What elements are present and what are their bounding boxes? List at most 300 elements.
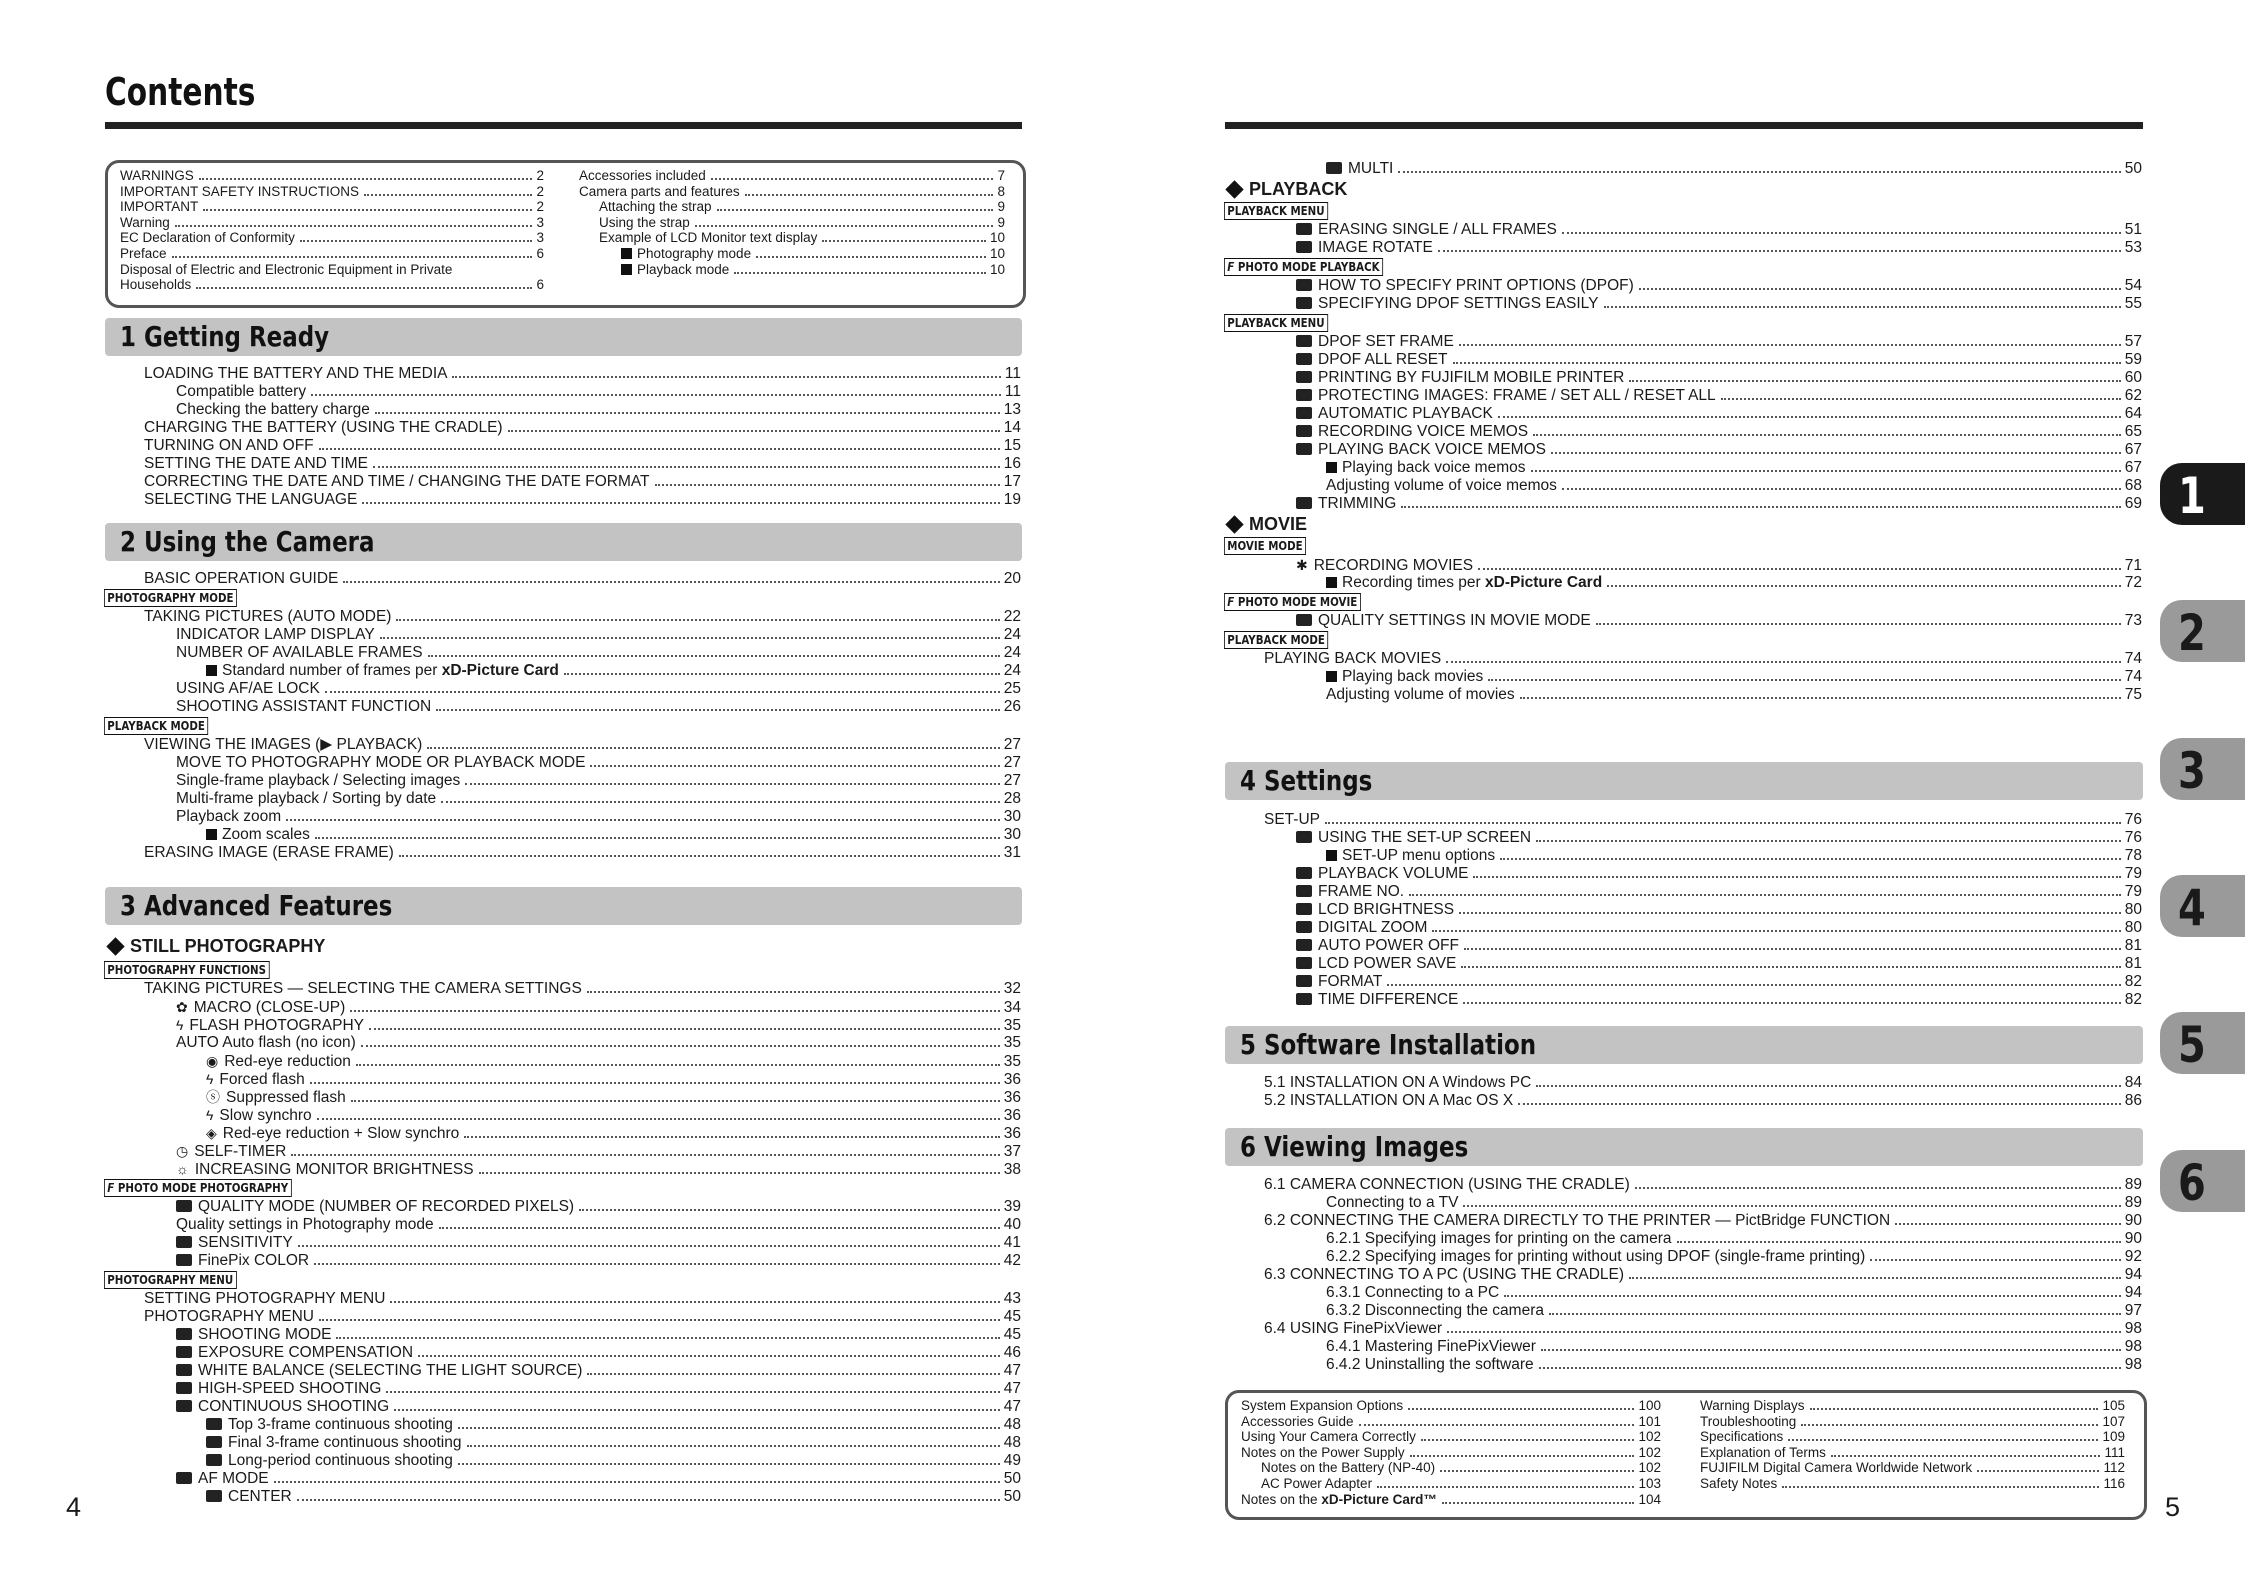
leader-dots (1562, 232, 2121, 234)
menu-icon (1296, 885, 1312, 897)
mode-tag: PHOTOGRAPHY MODE (104, 589, 237, 607)
chapter-tab-6[interactable] (2160, 1150, 2245, 1212)
leader-dots (711, 178, 994, 180)
toc-entry[interactable] (1264, 973, 2142, 991)
menu-icon (206, 1418, 222, 1430)
toc-entry-label: PLAYBACK VOLUME (1318, 865, 1469, 882)
toc-entry[interactable] (120, 262, 544, 278)
toc-entry-page: 47 (1003, 1362, 1021, 1379)
leader-dots (364, 194, 532, 196)
toc-entry[interactable] (1241, 1460, 1661, 1476)
toc-entry[interactable] (1241, 1445, 1661, 1461)
toc-entry-label: Single-frame playback / Selecting images (176, 772, 461, 789)
toc-entry[interactable] (144, 1452, 1021, 1470)
diamond-icon (1225, 515, 1243, 533)
toc-entry[interactable] (1264, 955, 2142, 973)
leader-dots (1604, 306, 2121, 308)
toc-entry-label: DIGITAL ZOOM (1318, 919, 1428, 936)
chapter-4-bar (1225, 762, 2143, 800)
toc-entry-page: 9 (997, 214, 1005, 230)
toc-entry[interactable] (120, 168, 544, 184)
toc-entry[interactable] (1264, 919, 2142, 937)
toc-entry[interactable] (144, 680, 1021, 698)
toc-entry[interactable] (1264, 387, 2142, 405)
mode-tag: PLAYBACK MODE (104, 717, 208, 735)
section-label: STILL PHOTOGRAPHY (130, 936, 326, 956)
toc-entry-label: 6.1 CAMERA CONNECTION (USING THE CRADLE) (1264, 1176, 1630, 1193)
menu-icon (176, 1400, 192, 1412)
toc-entry[interactable] (144, 1216, 1021, 1234)
toc-entry-page: 89 (2124, 1176, 2142, 1193)
toc-entry[interactable] (1700, 1476, 2125, 1492)
toc-entry-page: 54 (2124, 277, 2142, 294)
toc-entry-label: Attaching the strap (599, 199, 712, 215)
toc-entry[interactable] (1264, 1266, 2142, 1284)
toc-entry[interactable] (144, 419, 1021, 437)
toc-entry-page: 76 (2124, 811, 2142, 828)
bullet-square-icon (621, 264, 632, 275)
toc-entry[interactable] (1264, 574, 2142, 592)
toc-entry[interactable] (1264, 686, 2142, 704)
toc-entry-page: 53 (2124, 239, 2142, 256)
toc-entry-label: Photography mode (637, 245, 752, 261)
bullet-square-icon (1326, 850, 1337, 861)
toc-entry[interactable] (1264, 1356, 2142, 1374)
toc-entry[interactable] (1264, 901, 2142, 919)
leader-dots (1520, 697, 2121, 699)
leader-dots (1500, 858, 2121, 860)
toc-entry-page: 57 (2124, 333, 2142, 350)
bullet-square-icon (1326, 462, 1337, 473)
toc-entry[interactable] (144, 1052, 1021, 1070)
leader-dots (822, 240, 986, 242)
chapter-2-title: 2 Using the Camera (120, 525, 375, 558)
toc-entry-page: 27 (1003, 772, 1021, 789)
toc-entry-label: Playback mode (637, 261, 730, 277)
toc-entry-label: Notes on the Power Supply (1241, 1444, 1405, 1460)
toc-entry[interactable] (144, 1308, 1021, 1326)
toc-entry-page: 47 (1003, 1380, 1021, 1397)
toc-entry[interactable] (144, 1160, 1021, 1178)
toc-entry[interactable] (144, 1106, 1021, 1124)
toc-entry[interactable] (1264, 459, 2142, 477)
leader-dots (1442, 1502, 1635, 1504)
toc-entry[interactable] (144, 754, 1021, 772)
toc-entry-label: TAKING PICTURES (AUTO MODE) (144, 608, 392, 625)
toc-entry[interactable] (144, 570, 1021, 588)
toc-entry[interactable] (144, 401, 1021, 419)
toc-entry-label: Example of LCD Monitor text display (599, 230, 818, 246)
toc-entry-page: 24 (1003, 626, 1021, 643)
toc-entry[interactable] (1700, 1398, 2125, 1414)
toc-entry-page: 76 (2124, 829, 2142, 846)
toc-entry-label: AUTO Auto flash (no icon) (176, 1034, 356, 1051)
toc-entry[interactable] (144, 1380, 1021, 1398)
leader-dots (1421, 1439, 1635, 1441)
toc-entry[interactable] (1264, 1302, 2142, 1320)
toc-entry[interactable] (1264, 937, 2142, 955)
toc-entry-page: 31 (1003, 844, 1021, 861)
toc-entry-label: Troubleshooting (1700, 1413, 1797, 1429)
toc-entry[interactable] (144, 473, 1021, 491)
toc-entry-label: PHOTOGRAPHY MENU (144, 1308, 314, 1325)
toc-entry-page: 6 (536, 245, 544, 261)
mode-tag-row (1224, 257, 2142, 277)
mode-tag: 𝙁 PHOTO MODE PHOTOGRAPHY (104, 1179, 291, 1197)
toc-entry[interactable] (579, 168, 1005, 184)
leader-dots (361, 1045, 1000, 1047)
toc-entry[interactable] (144, 1344, 1021, 1362)
toc-entry-label: Warning (120, 214, 170, 230)
toc-entry-page: 46 (1003, 1344, 1021, 1361)
leader-dots (356, 1064, 1000, 1066)
toc-entry[interactable] (144, 1234, 1021, 1252)
toc-entry-label: CORRECTING THE DATE AND TIME / CHANGING THE DATE FORMAT (144, 473, 650, 490)
toc-entry[interactable] (1264, 1230, 2142, 1248)
mode-symbol-icon: ⓢ (206, 1089, 220, 1105)
leader-dots (1473, 876, 2120, 878)
leader-dots (1596, 623, 2121, 625)
toc-entry[interactable] (1264, 865, 2142, 883)
toc-entry[interactable] (579, 230, 1005, 246)
toc-entry[interactable] (1264, 495, 2142, 513)
leader-dots (199, 178, 533, 180)
toc-entry-page: 48 (1003, 1434, 1021, 1451)
toc-entry-page: 45 (1003, 1308, 1021, 1325)
toc-entry[interactable] (1264, 477, 2142, 495)
toc-entry[interactable] (120, 215, 544, 231)
toc-entry[interactable] (120, 199, 544, 215)
toc-entry[interactable] (144, 437, 1021, 455)
chapter-2-list (107, 570, 1021, 862)
menu-icon (1296, 831, 1312, 843)
toc-entry[interactable] (144, 383, 1021, 401)
leader-dots (1977, 1470, 2099, 1472)
toc-entry-page: 112 (2103, 1460, 2125, 1476)
toc-entry-label: Final 3-frame continuous shooting (228, 1434, 462, 1451)
toc-entry[interactable] (1264, 1194, 2142, 1212)
toc-entry-label: TIME DIFFERENCE (1318, 991, 1459, 1008)
toc-entry-page: 103 (1638, 1475, 1661, 1491)
toc-entry[interactable] (1264, 991, 2142, 1009)
leader-dots (452, 376, 1000, 378)
toc-entry-label: SELF-TIMER (194, 1143, 287, 1160)
toc-entry[interactable] (144, 1416, 1021, 1434)
toc-entry-label: WHITE BALANCE (SELECTING THE LIGHT SOURCE) (198, 1362, 583, 1379)
toc-entry-page: 49 (1003, 1452, 1021, 1469)
toc-entry[interactable] (144, 1034, 1021, 1052)
toc-entry[interactable] (1264, 441, 2142, 459)
toc-entry-label: MULTI (1348, 160, 1394, 177)
chapter-tab-label: 6 (2178, 1154, 2206, 1212)
toc-entry[interactable] (1264, 160, 2142, 178)
toc-entry[interactable] (1241, 1476, 1661, 1492)
toc-entry-page: 80 (2124, 901, 2142, 918)
mode-symbol-icon: ◉ (206, 1053, 219, 1069)
toc-entry[interactable] (1264, 1092, 2142, 1110)
toc-entry-label: Forced flash (219, 1071, 305, 1088)
chapter-1-list (144, 365, 1021, 509)
chapter-tab-5[interactable] (2160, 1012, 2245, 1074)
leader-dots (298, 1245, 1000, 1247)
toc-entry[interactable] (579, 184, 1005, 200)
leader-dots (291, 1154, 999, 1156)
toc-entry[interactable] (1264, 423, 2142, 441)
toc-entry[interactable] (144, 1198, 1021, 1216)
toc-entry-label: Accessories included (579, 168, 706, 183)
mode-tag: PLAYBACK MENU (1224, 202, 1328, 220)
toc-entry-label: Safety Notes (1700, 1475, 1778, 1491)
back-matter-left (1241, 1398, 1661, 1507)
toc-entry[interactable] (144, 1326, 1021, 1344)
toc-entry[interactable] (144, 1362, 1021, 1380)
page-number-left: 4 (66, 1492, 82, 1522)
toc-entry-label: CHARGING THE BATTERY (USING THE CRADLE) (144, 419, 503, 436)
leader-dots (1408, 1408, 1634, 1410)
toc-entry-label: 6.2.2 Specifying images for printing without using DPOF (single-frame printing) (1326, 1248, 1866, 1265)
leader-dots (399, 855, 1000, 857)
toc-entry[interactable] (144, 736, 1021, 754)
toc-entry-page: 84 (2124, 1074, 2142, 1091)
leader-dots (1629, 1277, 2121, 1279)
toc-entry[interactable] (1700, 1445, 2125, 1461)
chapter-tab-3[interactable] (2160, 738, 2245, 800)
toc-entry[interactable] (144, 790, 1021, 808)
toc-entry[interactable] (120, 246, 544, 262)
toc-entry[interactable] (144, 644, 1021, 662)
toc-entry-page: 13 (1003, 401, 1021, 418)
toc-entry[interactable] (1264, 277, 2142, 295)
toc-entry[interactable] (1700, 1460, 2125, 1476)
toc-entry-label: SHOOTING ASSISTANT FUNCTION (176, 698, 432, 715)
toc-entry[interactable] (1264, 351, 2142, 369)
toc-entry-page: 2 (536, 199, 544, 215)
toc-entry[interactable] (144, 808, 1021, 826)
toc-entry-label: Accessories Guide (1241, 1413, 1354, 1429)
toc-entry-page: 10 (989, 230, 1005, 246)
toc-entry-page: 30 (1003, 808, 1021, 825)
toc-entry[interactable] (1264, 811, 2142, 829)
toc-entry[interactable] (144, 1142, 1021, 1160)
leader-dots (1629, 380, 2120, 382)
toc-entry[interactable] (144, 844, 1021, 862)
chapter-4-list (1264, 811, 2142, 1009)
toc-entry[interactable] (1264, 1176, 2142, 1194)
toc-entry-label: System Expansion Options (1241, 1398, 1404, 1413)
toc-entry[interactable] (1264, 1248, 2142, 1266)
toc-entry[interactable] (1264, 239, 2142, 257)
toc-entry[interactable] (1264, 1212, 2142, 1230)
toc-entry[interactable] (579, 215, 1005, 231)
leader-dots (745, 194, 994, 196)
toc-entry[interactable] (120, 277, 544, 293)
toc-entry[interactable] (579, 262, 1005, 278)
toc-entry-page: 102 (1638, 1444, 1661, 1460)
toc-entry[interactable] (1264, 333, 2142, 351)
toc-entry-label: AF MODE (198, 1470, 269, 1487)
toc-entry-page: 50 (1003, 1470, 1021, 1487)
toc-entry[interactable] (1264, 295, 2142, 313)
toc-entry[interactable] (144, 608, 1021, 626)
toc-entry[interactable] (1264, 883, 2142, 901)
toc-entry[interactable] (144, 1488, 1021, 1506)
toc-entry-label: QUALITY SETTINGS IN MOVIE MODE (1318, 612, 1591, 629)
toc-entry[interactable] (1700, 1429, 2125, 1445)
leader-dots (1539, 1367, 2121, 1369)
toc-entry-page: 15 (1003, 437, 1021, 454)
leader-dots (362, 502, 999, 504)
toc-entry[interactable] (144, 772, 1021, 790)
toc-entry[interactable] (1700, 1414, 2125, 1430)
right-top-list (1227, 160, 2142, 704)
leader-dots (1409, 894, 2121, 896)
toc-entry[interactable] (144, 365, 1021, 383)
toc-entry[interactable] (1264, 1320, 2142, 1338)
toc-entry[interactable] (1241, 1492, 1661, 1508)
toc-entry[interactable] (1264, 847, 2142, 865)
toc-entry[interactable] (120, 184, 544, 200)
toc-entry-page: 72 (2124, 574, 2142, 591)
toc-entry[interactable] (144, 1398, 1021, 1416)
toc-entry[interactable] (1264, 556, 2142, 574)
menu-icon (176, 1364, 192, 1376)
leader-dots (1387, 984, 2120, 986)
toc-entry[interactable] (1241, 1398, 1661, 1414)
leader-dots (325, 691, 1000, 693)
toc-entry[interactable] (144, 1088, 1021, 1106)
toc-entry-page: 98 (2124, 1320, 2142, 1337)
toc-entry[interactable] (144, 998, 1021, 1016)
toc-entry-page: 62 (2124, 387, 2142, 404)
leader-dots (1531, 470, 2121, 472)
toc-entry[interactable] (1241, 1429, 1661, 1445)
chapter-1-title: 1 Getting Ready (120, 320, 330, 353)
menu-icon (206, 1454, 222, 1466)
chapter-tab-1[interactable] (2160, 463, 2245, 525)
toc-entry-page: 34 (1003, 999, 1021, 1016)
toc-entry[interactable] (1264, 1338, 2142, 1356)
toc-entry[interactable] (144, 626, 1021, 644)
leader-dots (756, 256, 986, 258)
toc-entry[interactable] (144, 455, 1021, 473)
toc-entry[interactable] (144, 1470, 1021, 1488)
toc-entry-page: 38 (1003, 1161, 1021, 1178)
toc-entry-page: 51 (2124, 221, 2142, 238)
toc-entry-page: 102 (1638, 1429, 1661, 1445)
toc-entry[interactable] (1264, 369, 2142, 387)
toc-entry-label: SELECTING THE LANGUAGE (144, 491, 358, 508)
toc-entry[interactable] (579, 246, 1005, 262)
leader-dots (386, 1391, 999, 1393)
toc-entry-page: 50 (2124, 160, 2142, 177)
chapter-tab-2[interactable] (2160, 600, 2245, 662)
leader-dots (1440, 1470, 1634, 1472)
toc-entry-label: Notes on the Battery (NP-40) (1261, 1460, 1436, 1476)
toc-entry-page: 55 (2124, 295, 2142, 312)
menu-icon (1296, 939, 1312, 951)
toc-entry[interactable] (144, 1124, 1021, 1142)
toc-entry[interactable] (144, 1290, 1021, 1308)
toc-entry-label: RECORDING VOICE MEMOS (1318, 423, 1529, 440)
toc-entry-page: 74 (2124, 668, 2142, 685)
toc-entry-label: Recording times per xD-Picture Card (1342, 574, 1603, 591)
toc-entry-page: 48 (1003, 1416, 1021, 1433)
toc-entry-label: SETTING PHOTOGRAPHY MENU (144, 1290, 386, 1307)
leader-dots (464, 1136, 999, 1138)
toc-entry-page: 42 (1003, 1252, 1021, 1269)
toc-entry[interactable] (144, 491, 1021, 509)
chapter-2-bar (105, 523, 1022, 561)
chapter-tab-label: 3 (2178, 742, 2206, 800)
leader-dots (1551, 452, 2121, 454)
toc-entry[interactable] (1264, 1284, 2142, 1302)
mode-tag-row (1224, 592, 2142, 612)
toc-entry-page: 19 (1003, 491, 1021, 508)
toc-entry[interactable] (144, 980, 1021, 998)
toc-entry[interactable] (144, 1252, 1021, 1270)
toc-entry[interactable] (579, 199, 1005, 215)
toc-entry[interactable] (1264, 668, 2142, 686)
toc-entry-label: Top 3-frame continuous shooting (228, 1416, 453, 1433)
toc-entry[interactable] (1264, 829, 2142, 847)
toc-entry-page: 80 (2124, 919, 2142, 936)
toc-entry-page: 79 (2124, 883, 2142, 900)
toc-entry-label: IMPORTANT (120, 199, 199, 215)
toc-entry-page: 71 (2124, 557, 2142, 574)
toc-entry-page: 35 (1003, 1017, 1021, 1034)
leader-dots (717, 209, 994, 211)
toc-entry-page: 81 (2124, 955, 2142, 972)
toc-entry[interactable] (1264, 650, 2142, 668)
toc-entry[interactable] (144, 1070, 1021, 1088)
mode-tag: PHOTOGRAPHY MENU (104, 1271, 236, 1289)
toc-entry[interactable] (1241, 1414, 1661, 1430)
toc-entry[interactable] (144, 698, 1021, 716)
leader-dots (1377, 1486, 1634, 1488)
toc-entry-label: AUTO POWER OFF (1318, 937, 1459, 954)
leader-dots (1461, 966, 2120, 968)
leader-dots (1536, 1085, 2120, 1087)
toc-entry-label: PLAYING BACK VOICE MEMOS (1318, 441, 1546, 458)
toc-entry-page: 36 (1003, 1089, 1021, 1106)
toc-entry-label: Connecting to a TV (1326, 1194, 1459, 1211)
toc-entry[interactable] (144, 1016, 1021, 1034)
toc-entry[interactable] (1264, 612, 2142, 630)
toc-entry[interactable] (1264, 405, 2142, 423)
menu-icon (1296, 903, 1312, 915)
leader-dots (1562, 488, 2121, 490)
chapter-tab-label: 4 (2178, 879, 2206, 937)
toc-entry-label: TAKING PICTURES — SELECTING THE CAMERA SETTINGS (144, 980, 582, 997)
toc-entry-label: SPECIFYING DPOF SETTINGS EASILY (1318, 295, 1599, 312)
toc-entry[interactable] (1264, 221, 2142, 239)
menu-icon (1296, 443, 1312, 455)
toc-entry[interactable] (120, 230, 544, 246)
toc-entry-page: 74 (2124, 650, 2142, 667)
toc-entry-label: 6.4.1 Mastering FinePixViewer (1326, 1338, 1536, 1355)
toc-entry[interactable] (144, 826, 1021, 844)
bullet-square-icon (621, 248, 632, 259)
toc-entry[interactable] (144, 662, 1021, 680)
toc-entry[interactable] (144, 1434, 1021, 1452)
bullet-square-icon (1326, 671, 1337, 682)
chapter-tab-4[interactable] (2160, 875, 2245, 937)
chapter-4-title: 4 Settings (1240, 764, 1373, 797)
leader-dots (274, 1481, 1000, 1483)
toc-entry[interactable] (1264, 1074, 2142, 1092)
leader-dots (1463, 1205, 2120, 1207)
leader-dots (436, 709, 1000, 711)
